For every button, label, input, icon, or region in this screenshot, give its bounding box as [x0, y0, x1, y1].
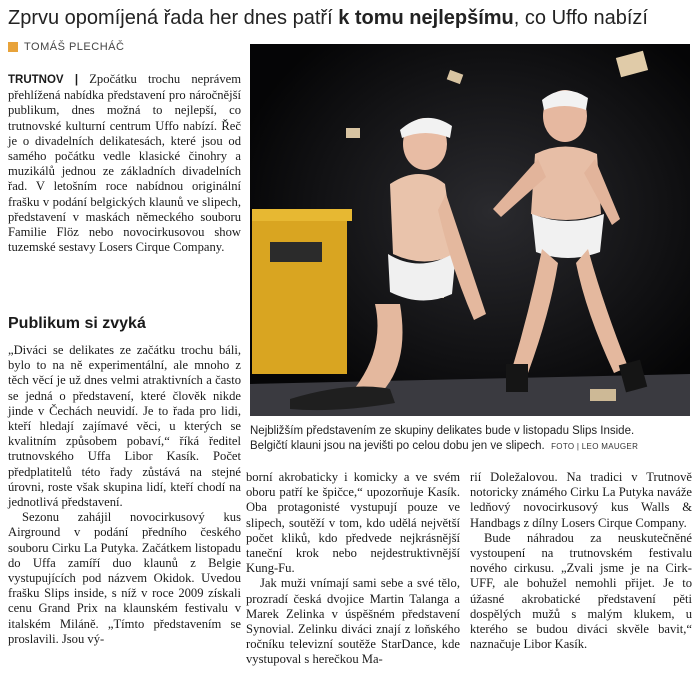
caption-line-2: Belgičtí klauni jsou na jevišti po celou dobu jen ve slipech.: [250, 440, 545, 452]
col3-paragraph: rií Doležalovou. Na tradici v Trutnově notoricky známého Cirku La Putyka naváže ledňový novocirkusový kus Walls & Handbags z dílny Losers Cirque Company.: [470, 470, 692, 530]
article-headline: [8, 6, 698, 30]
lead-text: Zpočátku trochu neprávem přehlížená nabídka představení pro náročnější publikum, dnes možná to nejlepší, co trutnovské kulturní centrum Uffo nabízí. Řeč je o divadelních delikatesách, které jsou od samého počátku vedle klasické činohry a muzikálů jednou ze základních divadelních řad. V letošním roce nabídnou originální frašku v podání belgických klaunů ve slipech, představení v maskách německého souboru Familie Flöz nebo novocirkusovou show tuzemské sestavy Losers Cirque Company.: [8, 72, 242, 255]
headline-bold: k tomu nejlepšímu: [338, 7, 514, 29]
lead-paragraph: [8, 72, 241, 255]
photo-caption: [250, 424, 690, 454]
byline-square-icon: [8, 42, 18, 52]
col3-paragraph: Bude náhradou za neuskutečněné vystoupení na trutnovském festivalu nového cirkusu. „Zvali jsme je na Cirk-UFF, ale bohužel nemohli přijet. Je to úžasné akrobatické představení pěti dospělých mužů s malým klukem, u kterého se budou diváci skvěle bavit,“ naznačuje Libor Kasík.: [470, 530, 692, 652]
dateline: TRUTNOV |: [8, 74, 79, 86]
col1-paragraph: Sezonu zahájil novocirkusový kus Airground v podání předního českého souboru Cirku La Putyka. Začátkem listopadu do Uffa zamíří duo klaunů z Belgie vystupujících pod názvem Okidok. Uvedou frašku Slips inside, s níž v roce 2009 získali cenu Grand Prix na klaunském festivalu v italském Miláně. „Tímto představením se proslavili. Jsou vý-: [8, 510, 241, 646]
article-photo: [250, 44, 690, 416]
col2-paragraph: borní akrobaticky i komicky a ve svém oboru patří ke špičce,“ upozorňuje Kasík. Oba protagonisté vystupují pouze ve slipech, soutěží v tom, kdo udělá největší počet kliků, kdo předvede nejkrásnější taneční krok nebo nejdestruktivnější Kung-Fu.: [246, 470, 460, 576]
headline-part2: , co Uffo nabízí: [513, 7, 648, 29]
column-3: [470, 470, 692, 652]
col2-paragraph: Jak muži vnímají sami sebe a své tělo, prozradí česká dvojice Martin Talanga a Marek Zelinka v úspěšném představení Synovial. Zelinku diváci znají z loňského ročníku televizní soutěže StarDance, kde vystupoval s herečkou Ma-: [246, 576, 460, 667]
byline: [8, 41, 124, 53]
photo-credit: FOTO | LEO MAUGER: [551, 442, 639, 451]
column-1: [8, 343, 241, 647]
author-name: TOMÁŠ PLECHÁČ: [24, 41, 125, 53]
column-2: [246, 470, 460, 668]
subheading: Publikum si zvyká: [8, 315, 146, 332]
headline-part1: Zprvu opomíjená řada her dnes patří: [8, 7, 339, 29]
caption-line-1: Nejbližším představením ze skupiny delikates bude v listopadu Slips Inside.: [250, 425, 635, 437]
col1-paragraph: „Diváci se delikates ze začátku trochu báli, bylo to na ně experimentální, ale mnoho z těch věcí je už dnes velmi atraktivních a často se jedná o představení, které člověk nikde jinde v Čechách neuvidí. Je to řada pro lidi, kteří hledají zajímavé věci, u kterých se kvalitním způsobem pobaví,“ říká ředitel trutnovského Uffa Libor Kasík. Počet předplatitelů této řady zůstává na stejné úrovni, roste však skupina lidí, kteří chodí na jednotlivá představení.: [8, 343, 241, 510]
